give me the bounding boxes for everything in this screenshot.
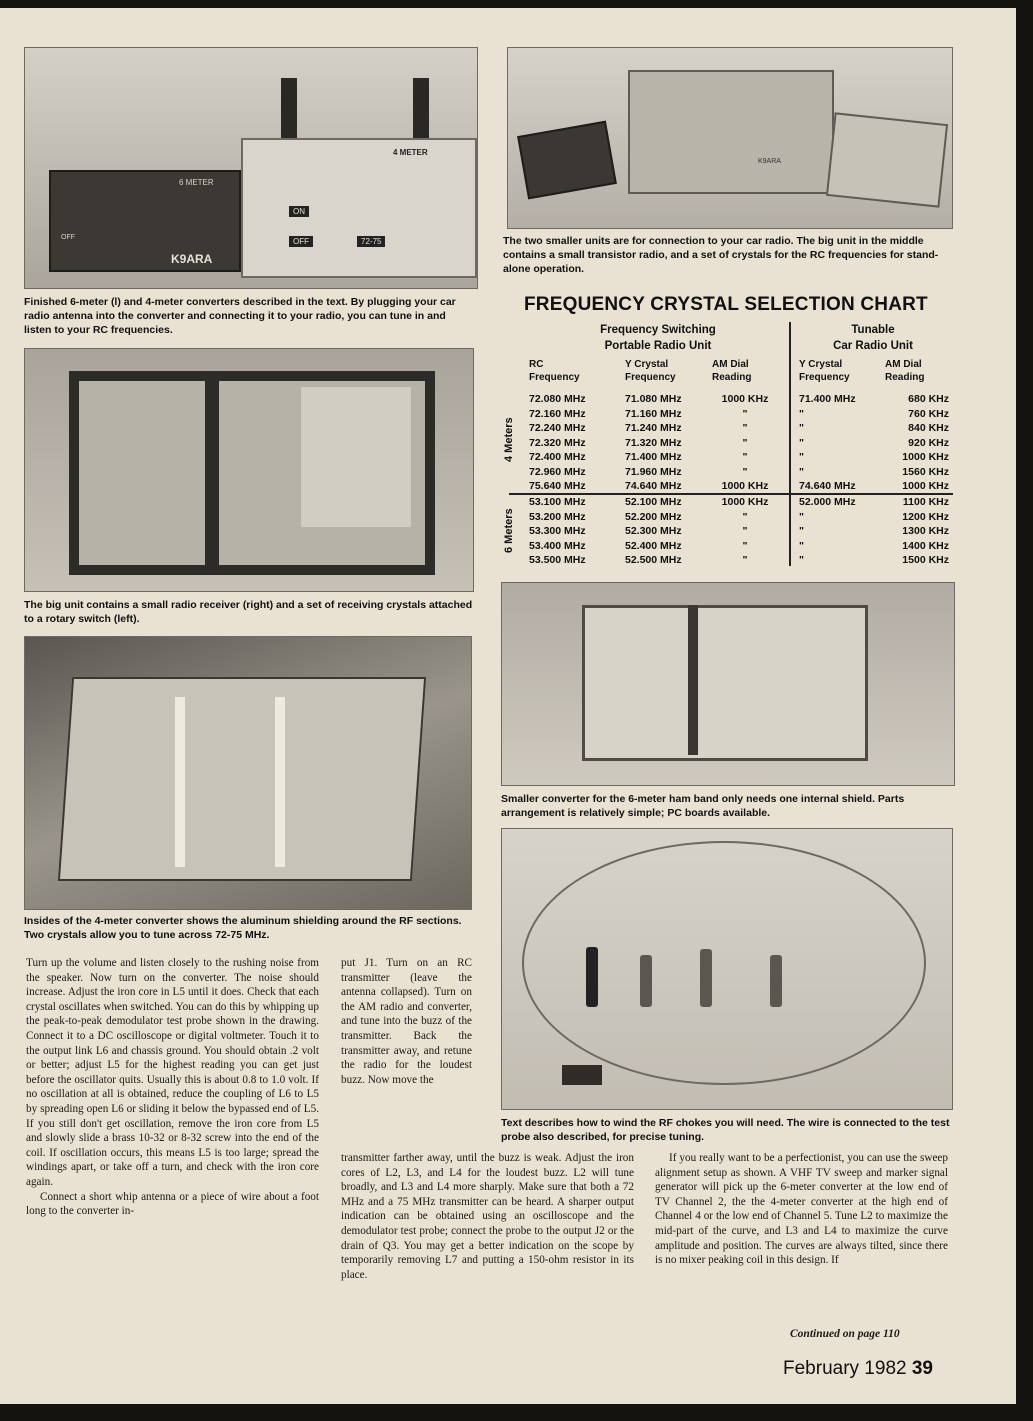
six-meter-panel-label: 6 METER — [179, 178, 214, 187]
chart-cell-b1-r0-c4: 1100 KHz — [902, 496, 949, 508]
four-meter-converter-box — [241, 138, 477, 278]
group-left-line-1: Frequency Switching — [600, 324, 716, 336]
chart-cell-b1-r1-c4: 1200 KHz — [902, 510, 949, 523]
photo-big-unit-inside — [24, 348, 474, 592]
chart-title: FREQUENCY CRYSTAL SELECTION CHART — [524, 294, 928, 315]
chart-cell-b0-r5-c2: " — [742, 465, 748, 478]
chart-cell-b0-r5-c1: 71.960 MHz — [625, 465, 682, 478]
chart-cell-b0-r4-c2: " — [742, 451, 748, 463]
chart-cell-b1-r3-c4: 1400 KHz — [902, 539, 949, 552]
chart-cell-b0-r3-c4: 920 KHz — [908, 436, 949, 449]
scan-edge-bottom — [0, 1404, 1033, 1421]
k9ara-small-label: K9ARA — [758, 158, 781, 165]
group-right-header — [793, 322, 953, 354]
chart-cell-b1-r2-c2: " — [742, 525, 748, 537]
group-left-header — [533, 322, 783, 354]
on-label: ON — [289, 206, 309, 217]
chart-cell-b1-r1-c2: " — [742, 510, 748, 523]
band-label-6-meters: 6 Meters — [503, 508, 515, 554]
chart-cell-b1-r1-c0: 53.200 MHz — [529, 510, 586, 523]
chart-cell-b0-r0-c2: 1000 KHz — [721, 393, 769, 405]
chart-cell-b1-r1-c3: " — [799, 510, 804, 523]
chart-cell-b0-r6-c2: 1000 KHz — [721, 480, 769, 492]
off-small-label: OFF — [61, 234, 75, 241]
caption-four-meter: Insides of the 4-meter converter shows the aluminum shielding around the RF sections. Two crystals allow you to tune across 72-75 MHz. — [24, 915, 462, 941]
four-meter-panel-label: 4 METER — [393, 148, 428, 157]
caption-chokes: Text describes how to wind the RF chokes you will need. The wire is connected to the test probe also described, for precise tuning. — [501, 1117, 950, 1143]
range-label: 72-75 — [357, 236, 385, 247]
chart-cell-b1-r4-c1: 52.500 MHz — [625, 554, 682, 566]
internal-shield — [205, 381, 219, 565]
chart-cell-b1-r3-c0: 53.400 MHz — [529, 539, 586, 552]
chart-cell-b0-r0-c0: 72.080 MHz — [529, 393, 586, 405]
col-head-y-crystal-right-1: Y Crystal — [799, 359, 843, 370]
chart-cell-b0-r3-c1: 71.320 MHz — [625, 436, 682, 449]
scan-edge-top — [0, 0, 1033, 8]
chart-cell-b0-r2-c1: 71.240 MHz — [625, 422, 682, 434]
chart-cell-b1-r3-c1: 52.400 MHz — [625, 539, 682, 552]
six-meter-chassis — [582, 605, 868, 761]
small-unit-right — [826, 112, 948, 207]
col-head-y-crystal-left-2: Frequency — [625, 372, 676, 383]
footer-page-number: 39 — [911, 1358, 933, 1379]
chart-cell-b0-r3-c2: " — [742, 436, 748, 449]
body-col3-text: If you really want to be a perfectionist, you can use the sweep alignment setup as shown. A VHF TV sweep and marker signal generator will pick up the 6-meter converter at the low end of TV Channel 2, the the 4-meter converter at the high end of Channel 4 or the low end of Channel 5. Tune L2 to maximize the mid-part of the curve, and L3 and L4 to maximize the curve amplitude and position. The curves are always tilted, since there is no mixer peaking coil in this design. If — [655, 1152, 948, 1267]
chart-cell-b0-r3-c0: 72.320 MHz — [529, 436, 586, 449]
chart-cell-b0-r0-c4: 680 KHz — [908, 393, 949, 405]
chart-cell-b1-r0-c0: 53.100 MHz — [529, 496, 586, 508]
col-head-am-dial-right-1: AM Dial — [885, 359, 922, 370]
page-footer — [783, 1358, 933, 1380]
photo-three-units — [507, 47, 953, 229]
rf-choke-1 — [586, 947, 598, 1007]
caption-six-meter: Smaller converter for the 6-meter ham band only needs one internal shield. Parts arrangement is relatively simple; PC boards available. — [501, 793, 905, 819]
col-head-y-crystal-left-1: Y Crystal — [625, 359, 669, 370]
chart-cell-b1-r2-c3: " — [799, 525, 804, 537]
chart-cell-b1-r4-c0: 53.500 MHz — [529, 554, 586, 566]
photo-four-meter-inside — [24, 636, 472, 910]
chart-cell-b0-r4-c3: " — [799, 451, 804, 463]
col-head-am-dial-left-2: Reading — [712, 372, 752, 383]
chart-cell-b0-r2-c3: " — [799, 422, 804, 434]
chart-cell-b1-r4-c3: " — [799, 554, 804, 566]
body-column-2-bottom — [341, 1151, 634, 1282]
col-head-rc-2: Frequency — [529, 372, 580, 383]
chart-cell-b1-r3-c2: " — [742, 539, 748, 552]
rf-shield-1 — [175, 697, 185, 867]
chart-cell-b1-r3-c3: " — [799, 539, 804, 552]
chart-cell-b1-r2-c0: 53.300 MHz — [529, 525, 586, 537]
col-head-am-dial-left — [712, 358, 751, 384]
col-head-am-dial-right-2: Reading — [885, 372, 925, 383]
col-head-am-dial-left-1: AM Dial — [712, 359, 749, 370]
band-label-4-meters: 4 Meters — [503, 417, 515, 463]
chart-cell-b0-r5-c3: " — [799, 465, 804, 478]
col-head-rc — [529, 358, 580, 384]
big-unit-middle — [628, 70, 834, 194]
footer-issue: February 1982 — [783, 1358, 907, 1379]
scan-edge-right — [1016, 0, 1033, 1421]
chart-cell-b1-r1-c1: 52.200 MHz — [625, 510, 682, 523]
chart-cell-b0-r1-c0: 72.160 MHz — [529, 407, 586, 420]
chart-cell-b0-r2-c4: 840 KHz — [908, 422, 949, 434]
chart-cell-b0-r5-c4: 1560 KHz — [902, 465, 949, 478]
chart-cell-b0-r1-c4: 760 KHz — [908, 407, 949, 420]
chart-cell-b0-r2-c2: " — [742, 422, 748, 434]
converter-chassis — [58, 677, 426, 881]
caption-three-units: The two smaller units are for connection to your car radio. The big unit in the middle contains a small transistor radio, and a set of crystals for the RC frequencies for stand-alone operation. — [503, 235, 939, 275]
chart-cell-b0-r3-c3: " — [799, 436, 804, 449]
chart-cell-b0-r0-c1: 71.080 MHz — [625, 393, 682, 405]
group-left-line-2: Portable Radio Unit — [604, 340, 712, 352]
six-meter-shield — [688, 605, 698, 755]
group-right-line-1: Tunable — [851, 324, 895, 336]
body-col2-bottom-text: transmitter farther away, until the buzz is weak. Adjust the iron cores of L2, L3, and L4 for the loudest buzz. L2 will tune broadly, and L3 and L4 more sharply. Make sure that both a 72 MHz and a 75 MHz transmitter can be heard. A sharper output indication can be obtained using an oscilloscope and the demodulator test probe; connect the probe to the output J2 or the drain of Q3. You may get a better indication on the scope by temporarily removing L7 and putting a 150-ohm resistor in its place. — [341, 1152, 634, 1281]
col-head-am-dial-right — [885, 358, 924, 384]
rf-choke-4 — [770, 955, 782, 1007]
chart-cell-b0-r4-c1: 71.400 MHz — [625, 451, 682, 463]
chart-cell-b0-r6-c4: 1000 KHz — [902, 480, 949, 492]
chart-cell-b0-r0-c3: 71.400 MHz — [799, 393, 856, 405]
off-label: OFF — [289, 236, 313, 247]
chart-cell-b1-r4-c2: " — [742, 554, 748, 566]
col-head-rc-1: RC — [529, 359, 544, 370]
body-col1-para2: Connect a short whip antenna or a piece of wire about a foot long to the converter in- — [26, 1190, 319, 1218]
body-col2-top-text: put J1. Turn on an RC transmitter (leave the antenna collapsed). Turn on the AM radio and converter, and tune into the buzz of the transmitter. Back the transmitter away, and retune the radio for the loudest buzz. Now move the — [341, 957, 472, 1086]
chart-cell-b0-r6-c0: 75.640 MHz — [529, 480, 586, 492]
col-head-y-crystal-left — [625, 358, 676, 384]
six-meter-converter-box — [49, 170, 241, 272]
chart-cell-b1-r4-c4: 1500 KHz — [902, 554, 949, 566]
group-right-line-2: Car Radio Unit — [833, 340, 913, 352]
body-col1-para1: Turn up the volume and listen closely to the rushing noise from the speaker. Now turn on the converter. The noise should increase. Adjust the iron core in L5 until it does. Check that each crystal oscillates when switched. You can do this by whipping up the peak-to-peak demodulator test probe shown in the drawing. Connect it to a DC oscilloscope or digital voltmeter. Touch it to the output link L6 and chassis ground. You should obtain .2 volt or better; adjust L5 for the highest reading you can get just before the oscillator quits. Usually this is about 0.8 to 1.0 volt. If no oscillation at all is obtained, reduce the coupling of L6 to L5 by spreading open L6 or sliding it below the bypassed end of L5. If you still don't get oscillation, remove the iron core from L5 and slowly slide a brass 10-32 or 8-32 screw into the end of the coil. If oscillation occurs, this means L5 is too large; spread the windings apart, or take off a turn, and check with the iron core again. — [26, 957, 319, 1188]
chart-cell-b0-r6-c3: 74.640 MHz — [799, 480, 856, 492]
rf-shield-2 — [275, 697, 285, 867]
col-head-y-crystal-right-2: Frequency — [799, 372, 850, 383]
chart-cell-b0-r4-c4: 1000 KHz — [902, 451, 949, 463]
radio-board — [301, 387, 411, 527]
chart-cell-b0-r6-c1: 74.640 MHz — [625, 480, 682, 492]
chart-cell-b1-r0-c2: 1000 KHz — [721, 496, 769, 508]
chart-cell-b0-r5-c0: 72.960 MHz — [529, 465, 586, 478]
caption-big-unit: The big unit contains a small radio receiver (right) and a set of receiving crystals attached to a rotary switch (left). — [24, 599, 473, 625]
k9ara-label: K9ARA — [171, 252, 213, 266]
small-unit-left — [517, 121, 617, 200]
chart-cell-b0-r1-c2: " — [742, 407, 748, 420]
caption-finished-converters: Finished 6-meter (l) and 4-meter converters described in the text. By plugging your car radio antenna into the converter and connecting it to your radio, you can tune in and listen to your RC frequencies. — [24, 296, 456, 336]
body-column-2-top — [341, 956, 472, 1087]
body-column-3 — [655, 1151, 948, 1268]
probe-wire-loop — [522, 841, 926, 1085]
photo-finished-converters — [24, 47, 478, 289]
rf-choke-2 — [640, 955, 652, 1007]
chart-cell-b0-r1-c1: 71.160 MHz — [625, 407, 682, 420]
chart-cell-b1-r2-c4: 1300 KHz — [902, 525, 949, 537]
body-column-1 — [26, 956, 319, 1219]
chart-divider-vertical — [789, 322, 791, 566]
crystal-selection-chart — [503, 322, 953, 566]
photo-rf-chokes — [501, 828, 953, 1110]
chart-cell-b1-r0-c1: 52.100 MHz — [625, 496, 682, 508]
chart-cell-b0-r4-c0: 72.400 MHz — [529, 451, 586, 463]
photo-six-meter-converter — [501, 582, 955, 786]
rf-choke-3 — [700, 949, 712, 1007]
chart-cell-b1-r2-c1: 52.300 MHz — [625, 525, 682, 537]
test-probe-board — [562, 1065, 602, 1085]
chart-cell-b1-r0-c3: 52.000 MHz — [799, 496, 856, 508]
continued-notice: Continued on page 110 — [790, 1328, 900, 1340]
col-head-y-crystal-right — [799, 358, 850, 384]
chart-cell-b0-r1-c3: " — [799, 407, 804, 420]
chart-cell-b0-r2-c0: 72.240 MHz — [529, 422, 586, 434]
